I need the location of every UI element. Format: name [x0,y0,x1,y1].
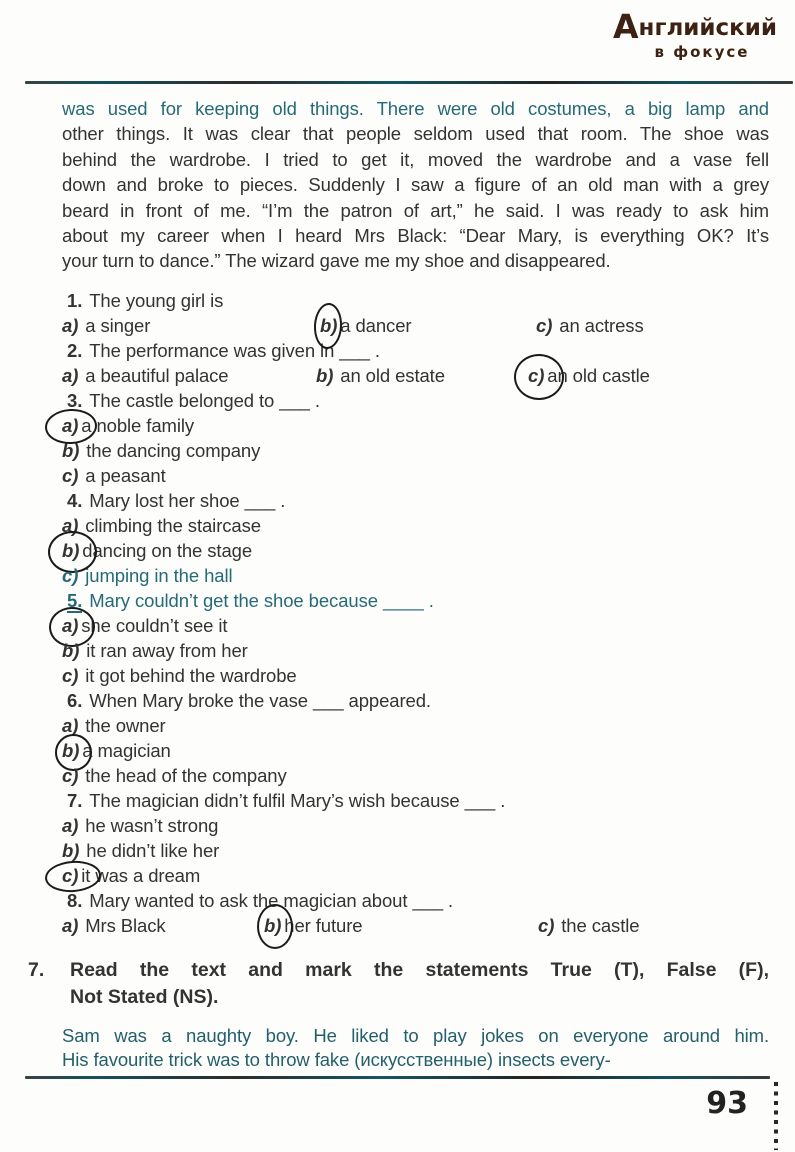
answer-option [264,913,538,938]
exercise-7 [28,957,769,1012]
question-stem [62,488,769,513]
option-text: climbing the staircase [85,514,261,536]
option-text: a magician [82,739,171,761]
question-item [62,788,769,888]
question-number: 3. [67,389,83,411]
option-text: a peasant [85,464,166,486]
answer-option [62,813,769,838]
spotlight-logo [613,7,778,61]
exercise-instruction [70,957,769,1012]
answer-option [62,713,769,738]
option-text: a dancer [340,314,412,336]
option-letter: c) [62,564,79,586]
option-text: the castle [561,914,640,936]
option-letter: b) [62,439,80,461]
option-letter: c) [62,664,79,686]
option-text: a singer [85,314,151,336]
reading-passage [62,96,769,274]
text-line: beard in front of me. “I’m the patron of art,” he said. I was ready to ask him [62,199,769,221]
circled-option-letter: c) [62,864,79,886]
question-item [62,588,769,688]
circled-option-letter: c) [528,364,545,386]
option-text: the owner [85,714,166,736]
text-line: Sam was a naughty boy. He liked to play jokes on everyone around him. [62,1024,769,1046]
option-text: an old estate [340,364,445,386]
question-stem [62,688,769,713]
option-letter: a) [62,364,79,386]
top-divider-line [25,81,793,84]
answer-option [62,413,769,438]
answer-option [62,863,769,888]
question-stem [62,588,769,613]
option-letter: c) [62,464,79,486]
question-stem [62,888,769,913]
logo-subtitle: в фокусе [654,43,750,61]
option-text: she couldn’t see it [81,614,228,636]
question-stem [62,338,769,363]
options-row [62,313,769,338]
option-text: an actress [559,314,644,336]
page-number: 93 [706,1086,748,1121]
answer-option [62,513,769,538]
question-stem-text: Mary wanted to ask the magician about ___ . [89,889,454,911]
question-number: 2. [67,339,83,361]
instruction-line: Not Stated (NS). [70,986,219,1009]
text-line: behind the wardrobe. I tried to get it, moved the wardrobe and a vase fell [62,148,769,170]
option-letter: a) [62,914,79,936]
text-line: down and broke to pieces. Suddenly I saw a figure of an old man with a grey [62,174,769,196]
option-letter: a) [62,314,79,336]
answer-option [62,538,769,563]
option-letter: b) [62,639,80,661]
question-stem-text: Mary lost her shoe ___ . [89,489,286,511]
answer-option [62,463,769,488]
option-letter: b) [62,839,80,861]
answer-option [62,363,316,388]
option-text: a noble family [81,414,194,436]
option-letter: c) [62,764,79,786]
circled-option-letter: a) [62,614,79,636]
answer-option [536,313,769,338]
answer-option [62,438,769,463]
text-line: your turn to dance.” The wizard gave me my shoe and disappeared. [62,250,611,272]
answer-option [62,838,769,863]
question-number: 6. [67,689,83,711]
option-text: it ran away from her [86,639,248,661]
question-stem [62,388,769,413]
option-text: the dancing company [86,439,261,461]
answer-option [62,613,769,638]
option-letter: c) [536,314,553,336]
option-text: Mrs Black [85,914,166,936]
question-stem-text: The young girl is [89,289,224,311]
option-text: it was a dream [81,864,201,886]
question-number: 5. [67,589,83,611]
option-text: he wasn’t strong [85,814,219,836]
question-item [62,338,769,388]
option-letter: a) [62,514,79,536]
questions-list [62,288,769,938]
question-stem-text: The castle belonged to ___ . [89,389,320,411]
answer-option [62,313,320,338]
option-text: an old castle [547,364,650,386]
logo-title [613,7,778,46]
question-stem-text: When Mary broke the vase ___ appeared. [89,689,431,711]
page-edge-dots [774,1082,778,1150]
option-letter: b) [316,364,334,386]
answer-option [316,363,528,388]
page-content [28,96,769,1073]
question-stem-text: The magician didn’t fulfil Mary’s wish because ___ . [89,789,506,811]
circled-option-letter: b) [62,539,80,561]
option-text: her future [284,914,363,936]
question-number: 1. [67,289,83,311]
logo-title-rest: нглийский [638,15,778,41]
question-stem [62,788,769,813]
option-letter: c) [538,914,555,936]
option-text: it got behind the wardrobe [85,664,297,686]
question-item [62,488,769,588]
options-row [62,363,769,388]
answer-option [538,913,769,938]
answer-option [62,763,769,788]
answer-option [62,663,769,688]
option-letter: a) [62,814,79,836]
answer-option [62,563,769,588]
answer-option [320,313,536,338]
question-number: 8. [67,889,83,911]
circled-option-letter: b) [62,739,80,761]
text-line: His favourite trick was to throw fake (искусственные) insects every- [62,1049,611,1071]
option-text: jumping in the hall [85,564,233,586]
answer-option [528,363,769,388]
options-row [62,913,769,938]
text-line: about my career when I heard Mrs Black: “Dear Mary, is everything OK? It’s [62,225,769,247]
option-letter: a) [62,714,79,736]
question-number: 4. [67,489,83,511]
instruction-line: Read the text and mark the statements True (T), False (F), [70,958,769,981]
question-stem-text: The performance was given in ___ . [89,339,380,361]
second-passage [62,1024,769,1073]
option-text: dancing on the stage [82,539,253,561]
bottom-divider-line [25,1076,770,1079]
answer-option [62,738,769,763]
question-stem [62,288,769,313]
answer-option [62,913,264,938]
exercise-number: 7. [28,958,45,981]
question-stem-text: Mary couldn’t get the shoe because ____ . [89,589,434,611]
text-line: other things. It was clear that people seldom used that room. The shoe was [62,123,769,145]
answer-option [62,638,769,663]
question-item [62,288,769,338]
option-text: a beautiful palace [85,364,229,386]
circled-option-letter: a) [62,414,79,436]
option-text: the head of the company [85,764,287,786]
logo-initial-letter: А [613,7,639,46]
question-item [62,888,769,938]
circled-option-letter: b) [320,314,338,336]
question-item [62,688,769,788]
circled-option-letter: b) [264,914,282,936]
option-text: he didn’t like her [86,839,220,861]
question-number: 7. [67,789,83,811]
text-line: was used for keeping old things. There were old costumes, a big lamp and [62,98,769,119]
question-item [62,388,769,488]
